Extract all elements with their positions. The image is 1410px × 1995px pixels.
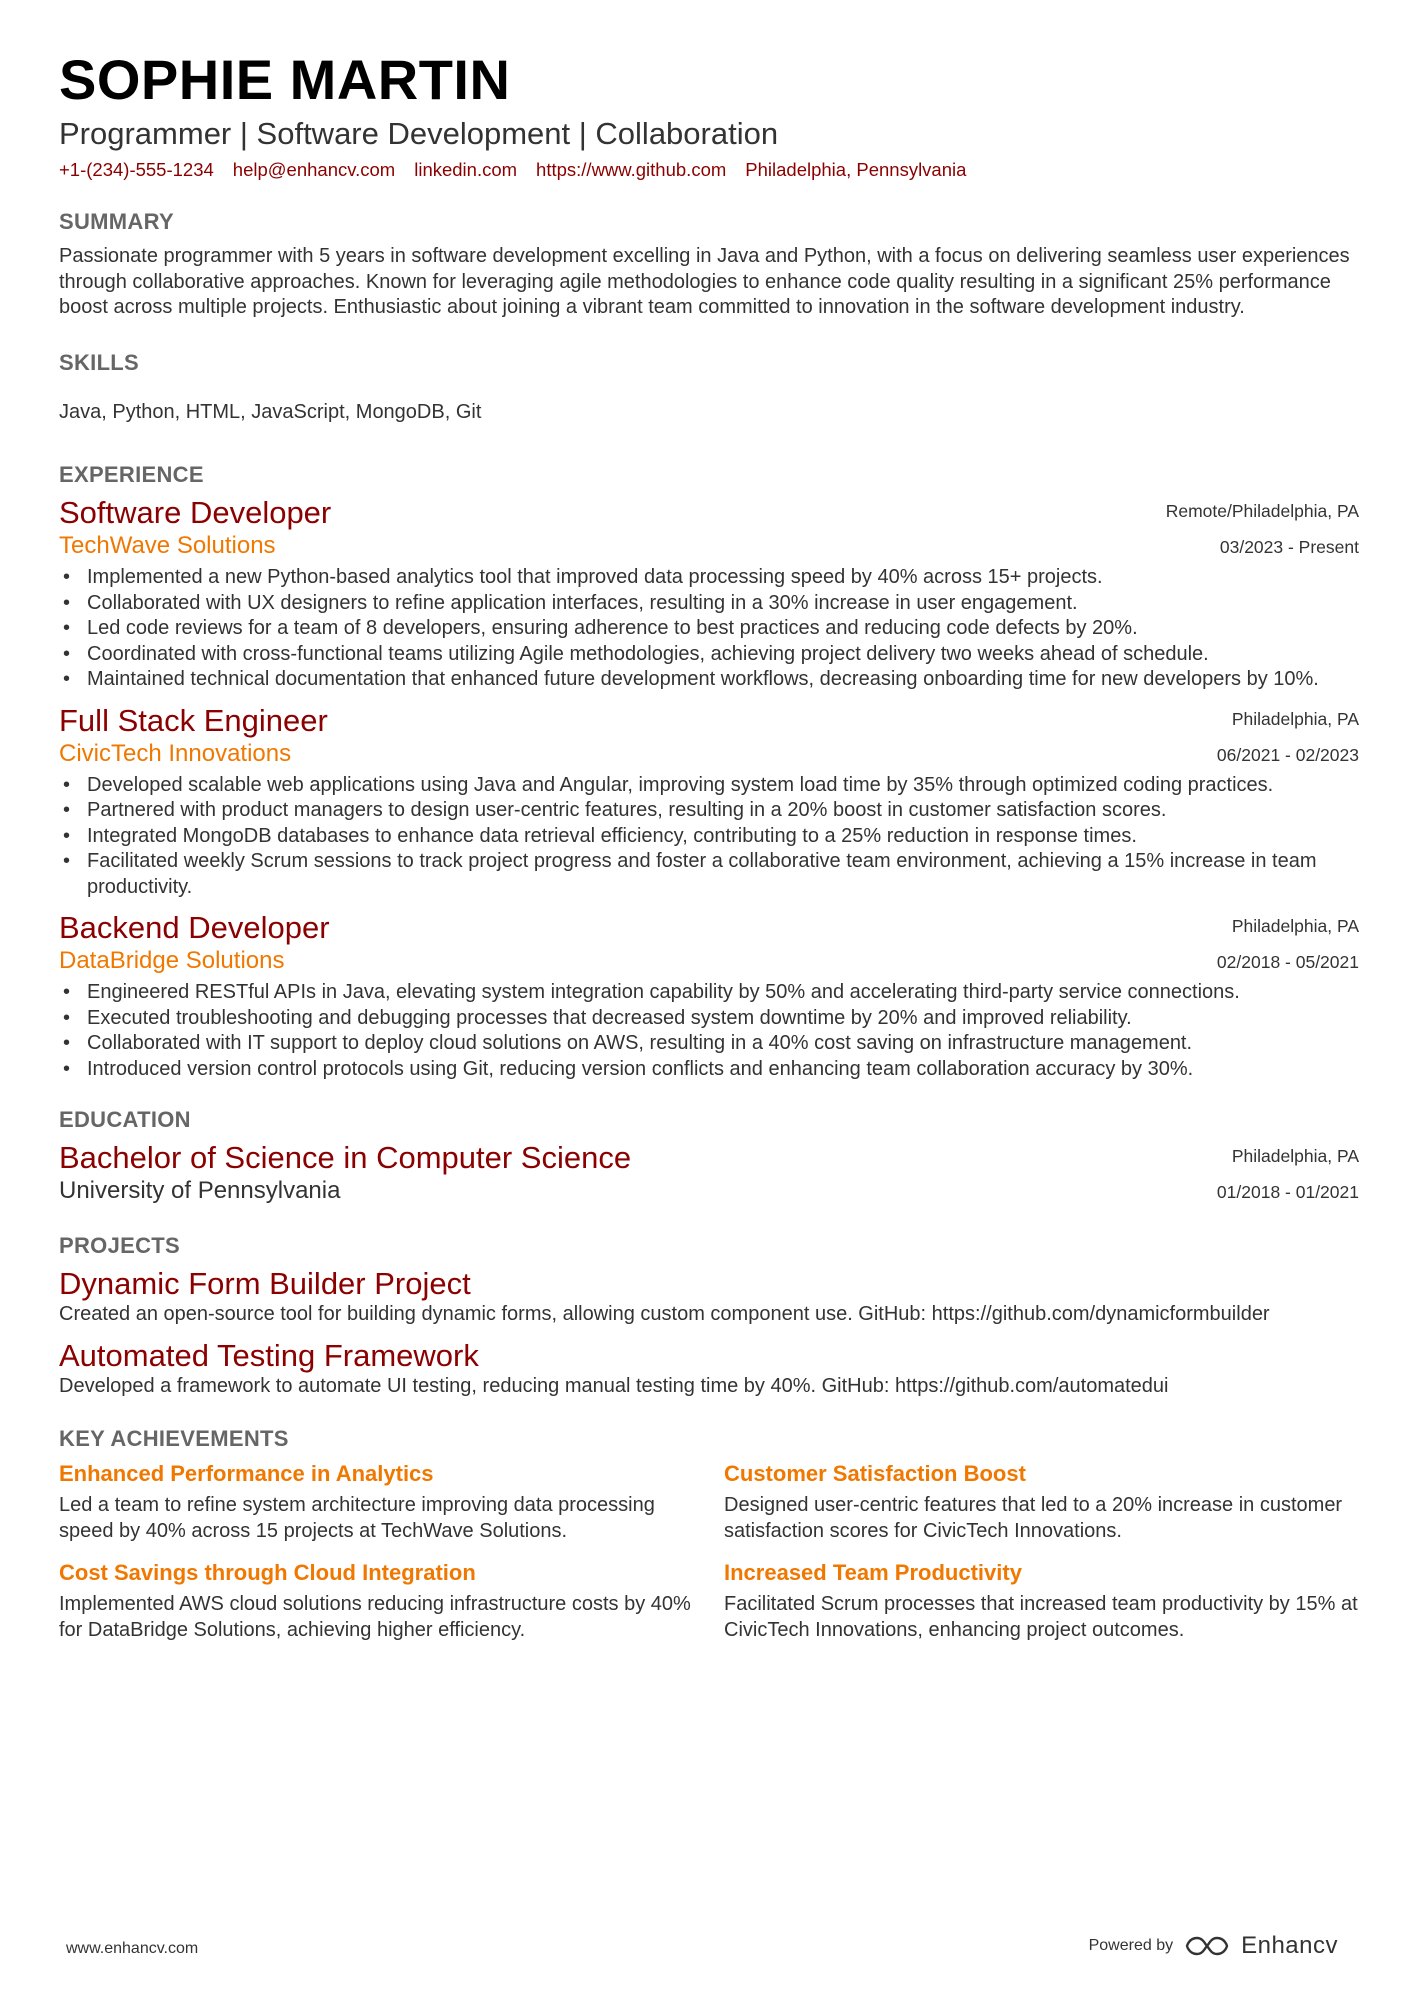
section-title-experience: EXPERIENCE	[59, 462, 204, 487]
job-bullet: • Implemented a new Python-based analytics tool that improved data processing speed by 40% across 15+ projects.	[59, 565, 1359, 591]
contact-bar	[59, 158, 1359, 182]
education-dates: 01/2018 - 01/2021	[1216, 1182, 1359, 1202]
job-bullets	[59, 980, 1359, 1082]
job-bullet: • Collaborated with IT support to deploy cloud solutions on AWS, resulting in a 40% cost saving on infrastructure management.	[59, 1031, 1359, 1057]
job-title: Software Developer	[59, 495, 332, 530]
achievement-title: Customer Satisfaction Boost	[724, 1461, 1026, 1486]
job-bullet: • Led code reviews for a team of 8 developers, ensuring adherence to best practices and reducing code defects by 20%.	[59, 616, 1359, 642]
job-dates: 03/2023 - Present	[1219, 537, 1359, 557]
job-bullet: • Engineered RESTful APIs in Java, elevating system integration capability by 50% and accelerating third-party service connections.	[59, 980, 1359, 1006]
skills-list: Java, Python, HTML, JavaScript, MongoDB, Git	[59, 400, 482, 423]
achievement-description: Designed user-centric features that led to a 20% increase in customer satisfaction scores for CivicTech Innovations.	[724, 1494, 1343, 1542]
enhancv-logo-icon	[1185, 1934, 1229, 1958]
enhancv-brand[interactable]: Enhancv	[1241, 1932, 1338, 1959]
job-location: Remote/Philadelphia, PA	[1165, 501, 1359, 521]
achievement-item	[724, 1459, 1359, 1544]
achievement-item	[724, 1558, 1359, 1643]
job-location: Philadelphia, PA	[1231, 708, 1359, 729]
education-entry	[59, 1140, 1359, 1206]
job-entry	[59, 495, 1359, 693]
achievement-description: Led a team to refine system architecture improving data processing speed by 40% across 15 projects at TechWave Solutions.	[59, 1494, 655, 1542]
achievement-description: Implemented AWS cloud solutions reducing infrastructure costs by 40% for DataBridge Solutions, achieving higher efficiency.	[59, 1593, 691, 1641]
contact-phone[interactable]: +1-(234)-555-1234	[59, 159, 214, 180]
job-bullet: • Collaborated with UX designers to refine application interfaces, resulting in a 30% increase in user engagement.	[59, 591, 1359, 617]
section-title-projects: PROJECTS	[59, 1233, 180, 1258]
headline: Programmer | Software Development | Collaboration	[59, 116, 779, 151]
achievement-item	[59, 1558, 694, 1643]
job-location: Philadelphia, PA	[1231, 916, 1359, 936]
project-title: Dynamic Form Builder Project	[59, 1266, 471, 1301]
footer-website[interactable]: www.enhancv.com	[66, 1940, 199, 1957]
powered-by-label: Powered by	[1088, 1937, 1174, 1954]
job-entry	[59, 703, 1359, 901]
job-bullet: • Introduced version control protocols using Git, reducing version conflicts and enhancing team collaboration accuracy by 30%.	[59, 1057, 1359, 1083]
achievements-section	[59, 1425, 1359, 1643]
summary-section	[59, 208, 1359, 321]
job-title: Backend Developer	[59, 910, 330, 945]
job-entry	[59, 910, 1359, 1082]
job-company: CivicTech Innovations	[59, 739, 292, 767]
job-bullet: • Partnered with product managers to design user-centric features, resulting in a 20% boost in customer satisfaction scores.	[59, 798, 1359, 824]
education-school: University of Pennsylvania	[59, 1177, 341, 1204]
contact-github[interactable]: https://www.github.com	[536, 159, 727, 180]
section-title-skills: SKILLS	[59, 349, 140, 375]
projects-section	[59, 1232, 1359, 1399]
achievement-title: Increased Team Productivity	[724, 1560, 1022, 1585]
achievement-title: Cost Savings through Cloud Integration	[59, 1560, 476, 1585]
project-title: Automated Testing Framework	[59, 1337, 479, 1373]
job-dates: 02/2018 - 05/2021	[1216, 952, 1359, 972]
project-description: Developed a framework to automate UI testing, reducing manual testing time by 40%. GitHub: https://github.com/automatedui	[59, 1374, 1169, 1397]
achievements-grid	[59, 1459, 1359, 1643]
education-location: Philadelphia, PA	[1231, 1146, 1359, 1166]
education-section	[59, 1106, 1359, 1206]
job-bullet: • Maintained technical documentation that enhanced future development workflows, decreasing onboarding time for new developers by 10%.	[59, 667, 1359, 693]
section-title-education: EDUCATION	[59, 1107, 191, 1132]
project-description: Created an open-source tool for building dynamic forms, allowing custom component use. GitHub: https://github.com/dynamicformbuilder	[59, 1303, 1270, 1325]
resume-page	[59, 48, 1359, 1643]
contact-email[interactable]: help@enhancv.com	[232, 159, 396, 180]
job-company: DataBridge Solutions	[59, 947, 285, 974]
achievement-item	[59, 1459, 694, 1544]
project-entry	[59, 1338, 1359, 1400]
candidate-name: SOPHIE MARTIN	[59, 48, 511, 111]
job-header	[59, 703, 1359, 769]
job-bullet: • Executed troubleshooting and debugging processes that decreased system downtime by 20% and improved reliability.	[59, 1006, 1359, 1032]
section-title-achievements: KEY ACHIEVEMENTS	[59, 1426, 289, 1451]
experience-section	[59, 461, 1359, 1082]
job-bullet: • Coordinated with cross-functional teams utilizing Agile methodologies, achieving project delivery two weeks ahead of schedule.	[59, 642, 1359, 668]
achievement-title: Enhanced Performance in Analytics	[59, 1461, 434, 1486]
contact-location: Philadelphia, Pennsylvania	[745, 159, 967, 180]
contact-linkedin[interactable]: linkedin.com	[414, 159, 518, 180]
job-company: TechWave Solutions	[59, 532, 276, 559]
project-entry	[59, 1266, 1359, 1328]
skills-section	[59, 349, 1359, 426]
job-header	[59, 495, 1359, 561]
achievement-description: Facilitated Scrum processes that increased team productivity by 15% at CivicTech Innovations, enhancing project outcomes.	[724, 1593, 1358, 1641]
footer-branding	[1089, 1932, 1338, 1960]
job-bullets	[59, 773, 1359, 901]
job-bullets	[59, 565, 1359, 693]
job-header	[59, 910, 1359, 976]
job-bullet: • Integrated MongoDB databases to enhance data retrieval efficiency, contributing to a 25% reduction in response times.	[59, 824, 1359, 850]
section-title-summary: SUMMARY	[59, 209, 174, 234]
education-degree: Bachelor of Science in Computer Science	[59, 1140, 632, 1175]
summary-text: Passionate programmer with 5 years in software development excelling in Java and Python, with a focus on delivering seamless user experiences through collaborative approaches. Known for leveraging agile methodologies to enhance code quality resulting in a significant 25% performance boost across multiple projects. Enthusiastic about joining a vibrant team committed to innovation in the software development industry.	[59, 245, 1350, 318]
job-title: Full Stack Engineer	[59, 702, 328, 738]
job-bullet: • Facilitated weekly Scrum sessions to track project progress and foster a collaborative team environment, achieving a 15% increase in team productivity.	[59, 849, 1359, 900]
job-bullet: • Developed scalable web applications using Java and Angular, improving system load time by 35% through optimized coding practices.	[59, 773, 1359, 799]
job-dates: 06/2021 - 02/2023	[1216, 744, 1359, 765]
